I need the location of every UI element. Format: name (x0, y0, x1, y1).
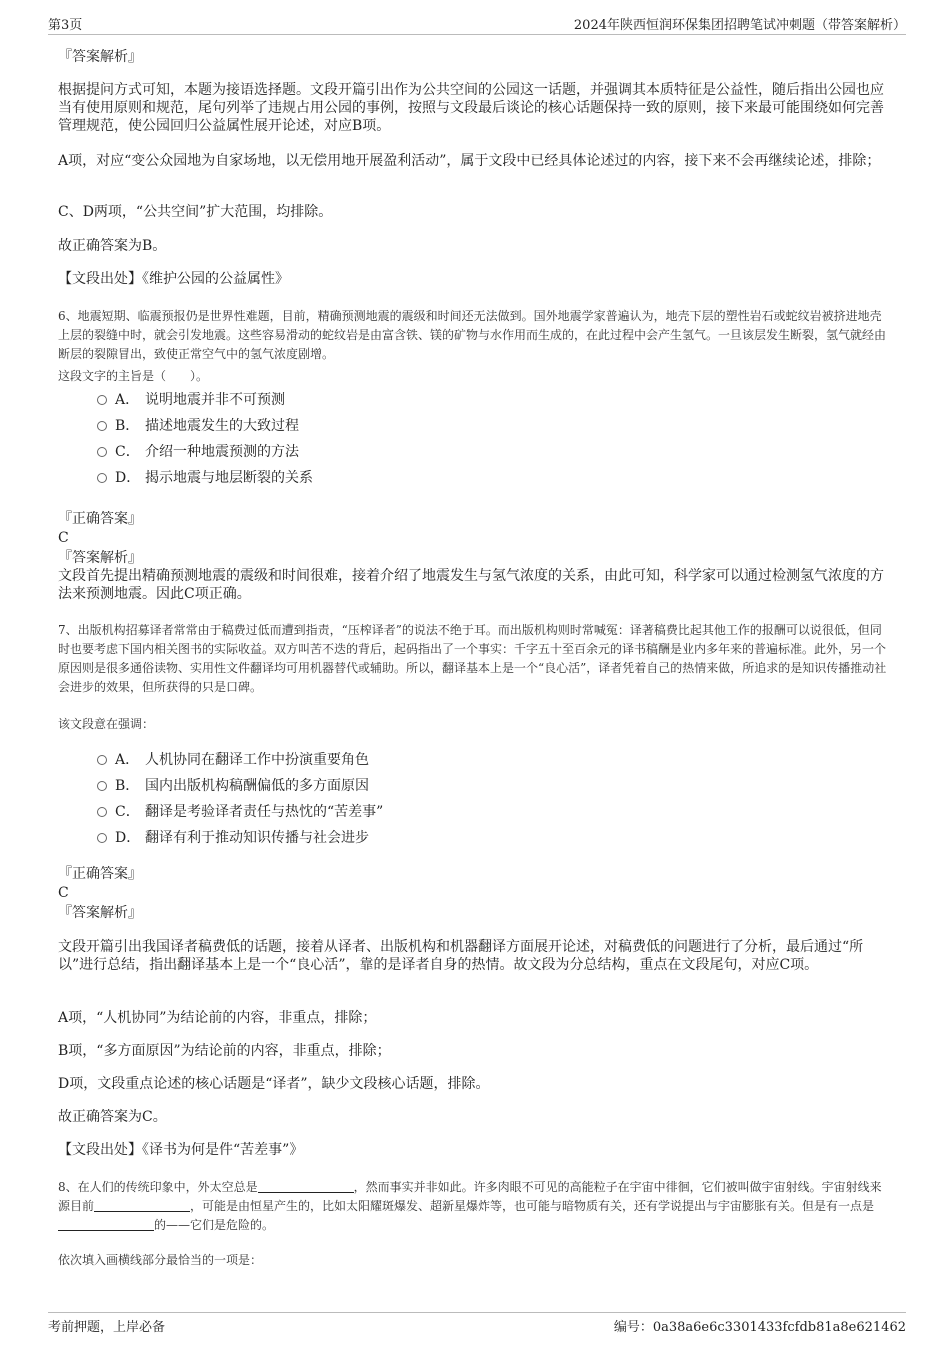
footer-slogan: 考前押题，上岸必备 (48, 1320, 166, 1335)
q7-analysis-p1: 文段开篇引出我国译者稿费低的话题，接着从译者、出版机构和机器翻译方面展开论述，对稿费低的问题进行了分析，最后通过“所以”进行总结，指出翻译基本上是一个“良心活”，靠的是译者自身的热情。故文段为分总结构，重点在文段尾句，对应C项。 (58, 939, 864, 973)
radio-icon[interactable] (97, 473, 107, 483)
fill-blank-1[interactable] (258, 1180, 354, 1193)
document-title: 2024年陕西恒润环保集团招聘笔试冲刺题（带答案解析） (573, 18, 906, 33)
q6-answer: C (58, 530, 69, 546)
q6-analysis: 文段首先提出精确预测地震的震级和时间很难，接着介绍了地震发生与氢气浓度的关系，由此可知，科学家可以通过检测氢气浓度的方法来预测地震。因此C项正确。 (58, 568, 884, 602)
q5-analysis-p2: A项，对应“变公众园地为自家场地，以无偿用地开展盈利活动”，属于文段中已经具体论述过的内容，接下来不会再继续论述，排除； (58, 153, 881, 169)
q7-conclusion: 故正确答案为C。 (58, 1109, 167, 1125)
q7-answer: C (58, 885, 69, 901)
q7-option-b[interactable]: B． 国内出版机构稿酬偏低的多方面原因 (97, 777, 369, 795)
q6-ask: 这段文字的主旨是（ ）。 (58, 369, 209, 383)
fill-blank-3[interactable] (58, 1218, 154, 1231)
q6-option-c[interactable]: C． 介绍一种地震预测的方法 (97, 443, 299, 461)
q6-option-b[interactable]: B． 描述地震发生的大致过程 (97, 417, 299, 435)
q7-source: 【文段出处】《译书为何是件“苦差事”》 (58, 1142, 304, 1158)
radio-icon[interactable] (97, 421, 107, 431)
q6-option-d[interactable]: D． 揭示地震与地层断裂的关系 (97, 469, 313, 487)
q8-ask: 依次填入画横线部分最恰当的一项是： (58, 1253, 263, 1267)
q5-analysis-p3: C、D两项，“公共空间”扩大范围，均排除。 (58, 204, 333, 220)
q6-answer-label: 『正确答案』 (58, 511, 142, 527)
radio-icon[interactable] (97, 781, 107, 791)
page-number: 第3页 (48, 18, 83, 33)
page-footer (48, 1312, 906, 1335)
q7-ask: 该文段意在强调： (58, 717, 155, 731)
page-header (48, 12, 906, 35)
q7-analysis-p4: D项，文段重点论述的核心话题是“译者”，缺少文段核心话题，排除。 (58, 1076, 490, 1092)
q7-analysis-label: 『答案解析』 (58, 905, 142, 921)
q6-option-a[interactable]: A． 说明地震并非不可预测 (97, 391, 285, 409)
fill-blank-2[interactable] (94, 1199, 190, 1212)
q5-analysis-p1: 根据提问方式可知，本题为接语选择题。文段开篇引出作为公共空间的公园这一话题，并强调其本质特征是公益性，随后指出公园也应当有使用原则和规范，尾句列举了违规占用公园的事例，按照与文段最后谈论的核心话题保持一致的原则，接下来最可能围绕如何完善管理规范，使公园回归公益属性展开论述，对应B项。 (58, 82, 884, 134)
radio-icon[interactable] (97, 833, 107, 843)
radio-icon[interactable] (97, 755, 107, 765)
q6-analysis-label: 『答案解析』 (58, 550, 142, 566)
q7-option-a[interactable]: A． 人机协同在翻译工作中扮演重要角色 (97, 751, 369, 769)
q5-source: 【文段出处】《维护公园的公益属性》 (58, 271, 289, 287)
document-id: 编号：0a38a6e6c3301433fcfdb81a8e621462 (613, 1320, 906, 1335)
q7-option-d[interactable]: D． 翻译有利于推动知识传播与社会进步 (97, 829, 369, 847)
q7-analysis-p2: A项，“人机协同”为结论前的内容，非重点，排除； (58, 1010, 377, 1026)
q5-analysis-label: 『答案解析』 (58, 49, 142, 65)
radio-icon[interactable] (97, 395, 107, 405)
radio-icon[interactable] (97, 447, 107, 457)
q7-answer-label: 『正确答案』 (58, 866, 142, 882)
q7-stem: 7、出版机构招募译者常常由于稿费过低而遭到指责，“压榨译者”的说法不绝于耳。而出版机构则时常喊冤：译著稿费比起其他工作的报酬可以说很低，但同时也要考虑下国内相关图书的实际收益。双方叫苦不迭的背后，起码指出了一个事实：千字五十至百余元的译书稿酬是业内多年来的普遍标准。此外，另一个原因则是很多通俗读物、实用性文件翻译均可用机器替代或辅助。所以，翻译基本上是一个“良心活”，译者凭着自己的热情来做，所追求的是知识传播推动社会进步的效果，但所获得的只是口碑。 (58, 623, 887, 694)
q6-stem: 6、地震短期、临震预报仍是世界性难题，目前，精确预测地震的震级和时间还无法做到。国外地震学家普遍认为，地壳下层的塑性岩石或蛇纹岩被挤进地壳上层的裂缝中时，就会引发地震。这些容易滑动的蛇纹岩是由富含铁、镁的矿物与水作用而生成的，在此过程中会产生氢气。一旦该层发生断裂，氢气就经由断层的裂隙冒出，致使正常空气中的氢气浓度剧增。 (58, 309, 887, 361)
q5-conclusion: 故正确答案为B。 (58, 238, 167, 254)
q8-stem: 8、在人们的传统印象中，外太空总是 ，然而事实并非如此。许多肉眼不可见的高能粒子在宇宙中徘徊，它们被叫做宇宙射线。宇宙射线来源目前 ，可能是由恒星产生的，比如太阳耀斑爆发、超新星爆炸等，也可能与暗物质有关，还有学说提出与宇宙膨胀有关。但是有一点是的——它们是危险的。 (58, 1180, 882, 1232)
q7-option-c[interactable]: C． 翻译是考验译者责任与热忱的“苦差事” (97, 803, 383, 821)
q7-analysis-p3: B项，“多方面原因”为结论前的内容，非重点，排除； (58, 1043, 391, 1059)
radio-icon[interactable] (97, 807, 107, 817)
